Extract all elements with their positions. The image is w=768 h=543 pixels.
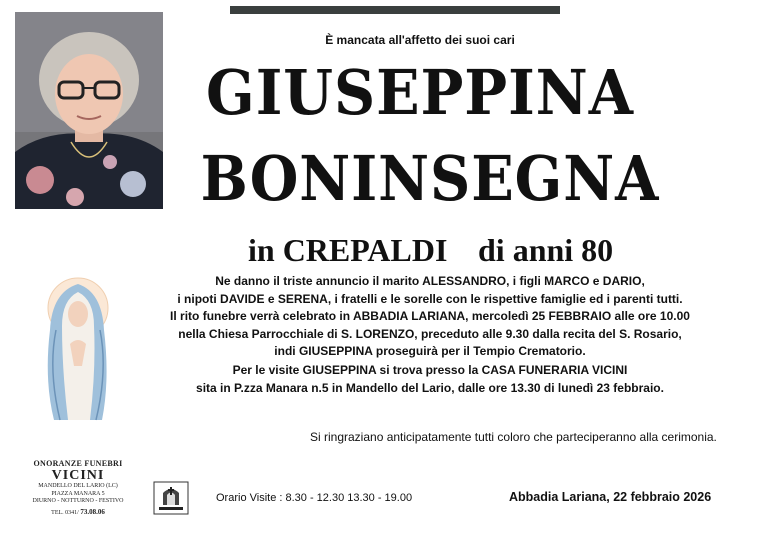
madonna-icon [30,270,125,430]
phone-label: TEL. 0341/ [51,509,79,516]
visits-line: Per le visite GIUSEPPINA si trova presso la CASA FUNERARIA VICINI [232,363,628,377]
visiting-hours: Orario Visite : 8.30 - 12.30 13.30 - 19.00 [216,492,413,504]
announcement-line: Ne danno il triste annuncio il marito ALESSANDRO, i figli MARCO e DARIO, [215,274,645,288]
place-and-date: Abbadia Lariana, 22 febbraio 2026 [509,490,712,504]
announcement-line: i nipoti DAVIDE e SERENA, i fratelli e le sorelle con le rispettive famiglie ed i parenti tutti. [177,291,683,306]
visits-text [160,362,700,397]
funeral-home-phone [28,508,128,516]
funeral-home-title: ONORANZE FUNEBRI [33,459,123,468]
announcement-line: Il rito funebre verrà celebrato in ABBADIA LARIANA, mercoledì 25 FEBBRAIO alle ore 10.00 [170,309,690,324]
announcement-text [160,273,700,361]
funeral-home-address: MANDELLO DEL LARIO (LC) [38,483,118,489]
announcement-line: nella Chiesa Parrocchiale di S. LORENZO, preceduto alle 9.30 dalla recita del S. Rosario, [178,326,682,341]
deceased-first-name: GIUSEPPINA [206,56,634,129]
portrait-photo [15,12,163,209]
top-decorative-bar [230,6,560,14]
announcement-line: indi GIUSEPPINA proseguirà per il Tempio Crematorio. [274,344,586,359]
visits-line: sita in P.zza Manara n.5 in Mandello del Lario, dalle ore 13.30 di lunedì 23 febbraio. [196,380,664,395]
funeral-home-logo-icon [153,481,189,515]
funeral-home-block [28,459,128,516]
deceased-last-name: BONINSEGNA [200,142,660,215]
thanks-line: Si ringraziano anticipatamente tutti coloro che parteciperanno alla cerimonia. [310,430,717,444]
intro-line: È mancata all'affetto dei suoi cari [325,33,515,47]
phone-number: 73.08.06 [80,507,105,516]
funeral-home-street: PIAZZA MANARA 5 [51,490,105,497]
married-name: in CREPALDI [248,232,448,268]
funeral-home-service: DIURNO - NOTTURNO - FESTIVO [32,498,124,504]
age-label: di anni 80 [478,232,614,268]
funeral-home-name: VICINI [51,468,105,483]
